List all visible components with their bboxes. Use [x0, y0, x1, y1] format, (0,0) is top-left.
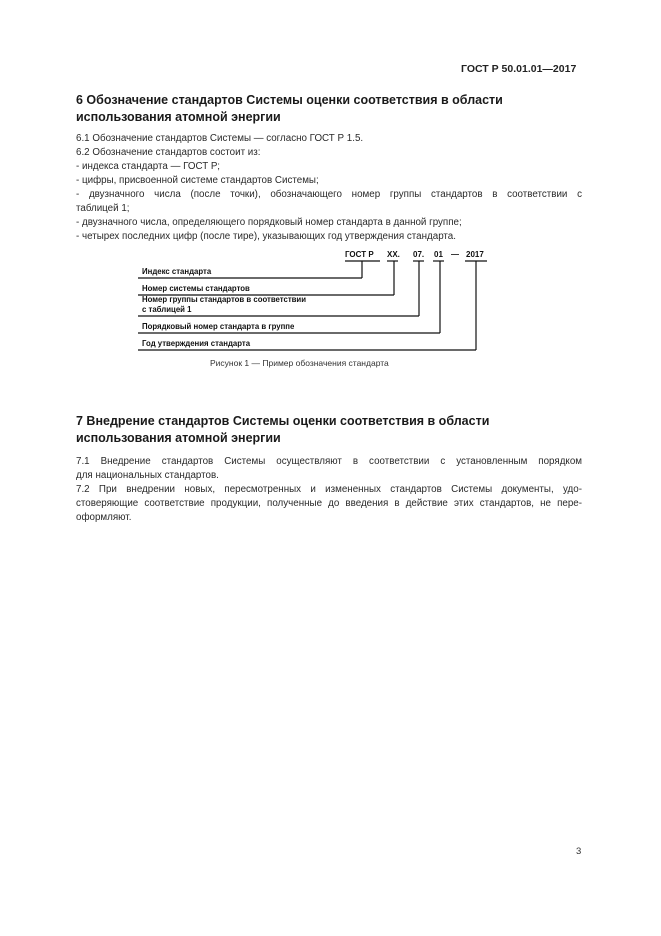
- list-item: - цифры, присвоенной системе стандартов Системы;: [76, 175, 319, 186]
- list-item-continuation: таблицей 1;: [76, 203, 130, 214]
- section-7-title-line1: 7 Внедрение стандартов Системы оценки соответствия в области: [76, 414, 490, 428]
- paragraph-7-1-line2: для национальных стандартов.: [76, 470, 219, 481]
- designation-xx: XX.: [387, 250, 400, 259]
- designation-prefix: ГОСТ Р: [345, 250, 374, 259]
- designation-diagram: [0, 0, 661, 380]
- document-id: ГОСТ Р 50.01.01—2017: [461, 63, 577, 75]
- list-item: - четырех последних цифр (после тире), указывающих год утверждения стандарта.: [76, 231, 456, 242]
- label-year: Год утверждения стандарта: [142, 339, 251, 348]
- paragraph-7-2-line2: стоверяющие соответствие продукции, полученные до введения в действие этих стандартов, не пере-: [76, 498, 582, 509]
- designation-diagram-lines: [0, 0, 661, 380]
- figure-caption: Рисунок 1 — Пример обозначения стандарта: [210, 358, 389, 368]
- label-group-line2: с таблицей 1: [142, 305, 192, 314]
- section-6-title-line2: использования атомной энергии: [76, 110, 281, 124]
- list-item: - двузначного числа (после точки), обозначающего номер группы стандартов в соответствии с: [76, 189, 582, 200]
- label-group-line1: Номер группы стандартов в соответствии: [142, 295, 307, 304]
- label-index: Индекс стандарта: [142, 267, 212, 276]
- paragraph-7-2-line3: оформляют.: [76, 512, 132, 523]
- list-item: - двузначного числа, определяющего порядковый номер стандарта в данной группе;: [76, 217, 462, 228]
- label-number: Порядковый номер стандарта в группе: [142, 322, 295, 331]
- list-item: - индекса стандарта — ГОСТ Р;: [76, 161, 220, 172]
- designation-group: 07.: [413, 250, 425, 259]
- paragraph-6-1: 6.1 Обозначение стандартов Системы — согласно ГОСТ Р 1.5.: [76, 133, 364, 144]
- section-7-title-line2: использования атомной энергии: [76, 431, 281, 445]
- paragraph-7-1-line1: 7.1 Внедрение стандартов Системы осуществляют в соответствии с установленным порядком: [76, 456, 582, 467]
- designation-dash: —: [451, 250, 459, 259]
- designation-year: 2017: [466, 250, 484, 259]
- paragraph-7-2-line1: 7.2 При внедрении новых, пересмотренных и измененных стандартов Системы документы, удо-: [76, 484, 582, 495]
- paragraph-6-2: 6.2 Обозначение стандартов состоит из:: [76, 147, 261, 158]
- section-6-title-line1: 6 Обозначение стандартов Системы оценки соответствия в области: [76, 93, 503, 107]
- label-system: Номер системы стандартов: [142, 284, 250, 293]
- page-number: 3: [576, 846, 582, 857]
- designation-number: 01: [434, 250, 443, 259]
